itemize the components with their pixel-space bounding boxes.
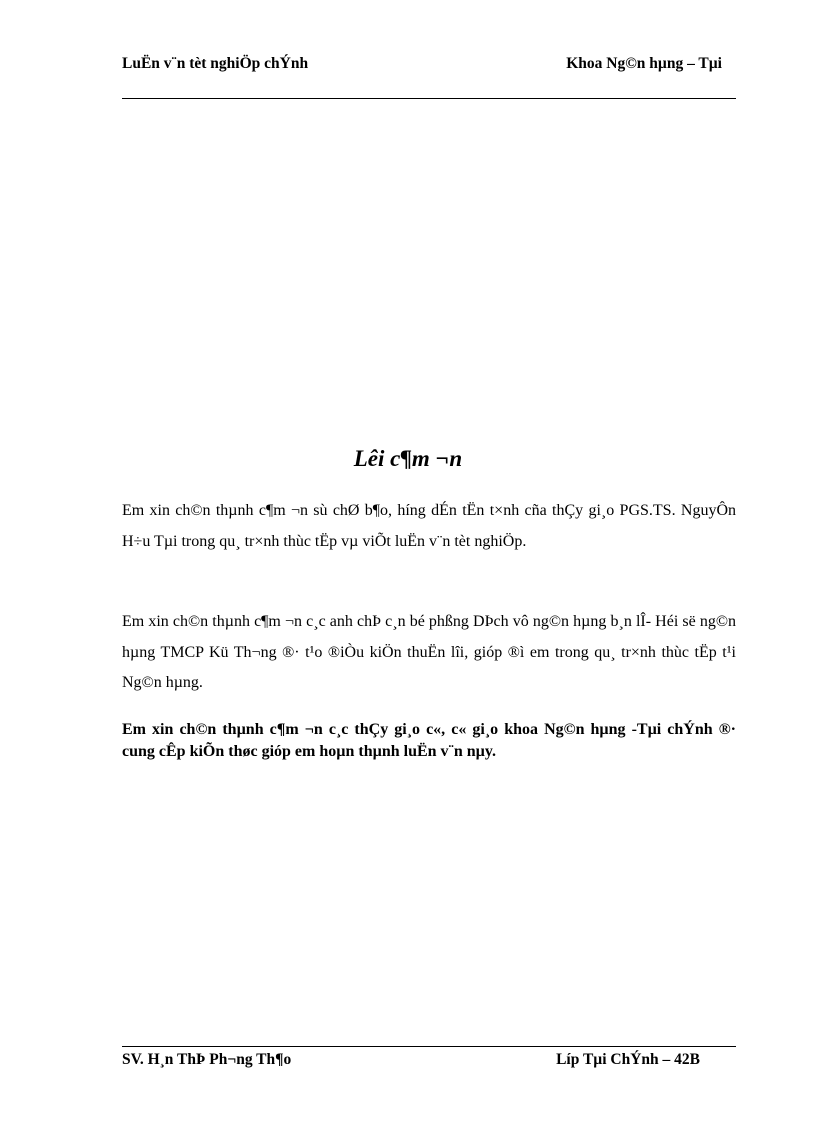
page-header [122, 52, 736, 99]
paragraph-3: Em xin ch©n thµnh c¶m ¬n c¸c thÇy gi¸o c«, c« gi¸o khoa Ng©n hµng -Tµi chÝnh ®· cung cÊp kiÕn thøc gióp em hoµn thµnh luËn v¨n nµy. [122, 721, 736, 760]
header-right-text: Khoa Ng©n hµng – Tµi [566, 55, 722, 72]
page-title: Lêi c¶m ¬n [353, 446, 463, 471]
paragraph-1: Em xin ch©n thµnh c¶m ¬n sù chØ b¶o, híng dÉn tËn t×nh cña thÇy gi¸o PGS.TS. NguyÔn H÷u Tµi trong qu¸ tr×nh thùc tËp vµ viÕt luËn v¨n tèt nghiÖp. [122, 502, 736, 550]
page-footer [122, 1046, 736, 1077]
footer-left-text: SV. H¸n ThÞ Ph¬ng Th¶o [122, 1051, 292, 1068]
header-left-text: LuËn v¨n tèt nghiÖp chÝnh [122, 55, 309, 72]
footer-right-text: Líp Tµi ChÝnh – 42B [556, 1051, 700, 1068]
paragraph-2: Em xin ch©n thµnh c¶m ¬n c¸c anh chÞ c¸n bé phßng DÞch vô ng©n hµng b¸n lÎ- Héi së ng©n hµng TMCP Kü Th¬ng ®· t¹o ®iÒu kiÖn thuËn lîi, gióp ®ì em trong qu¸ tr×nh thùc tËp t¹i Ng©n hµng. [122, 613, 736, 691]
